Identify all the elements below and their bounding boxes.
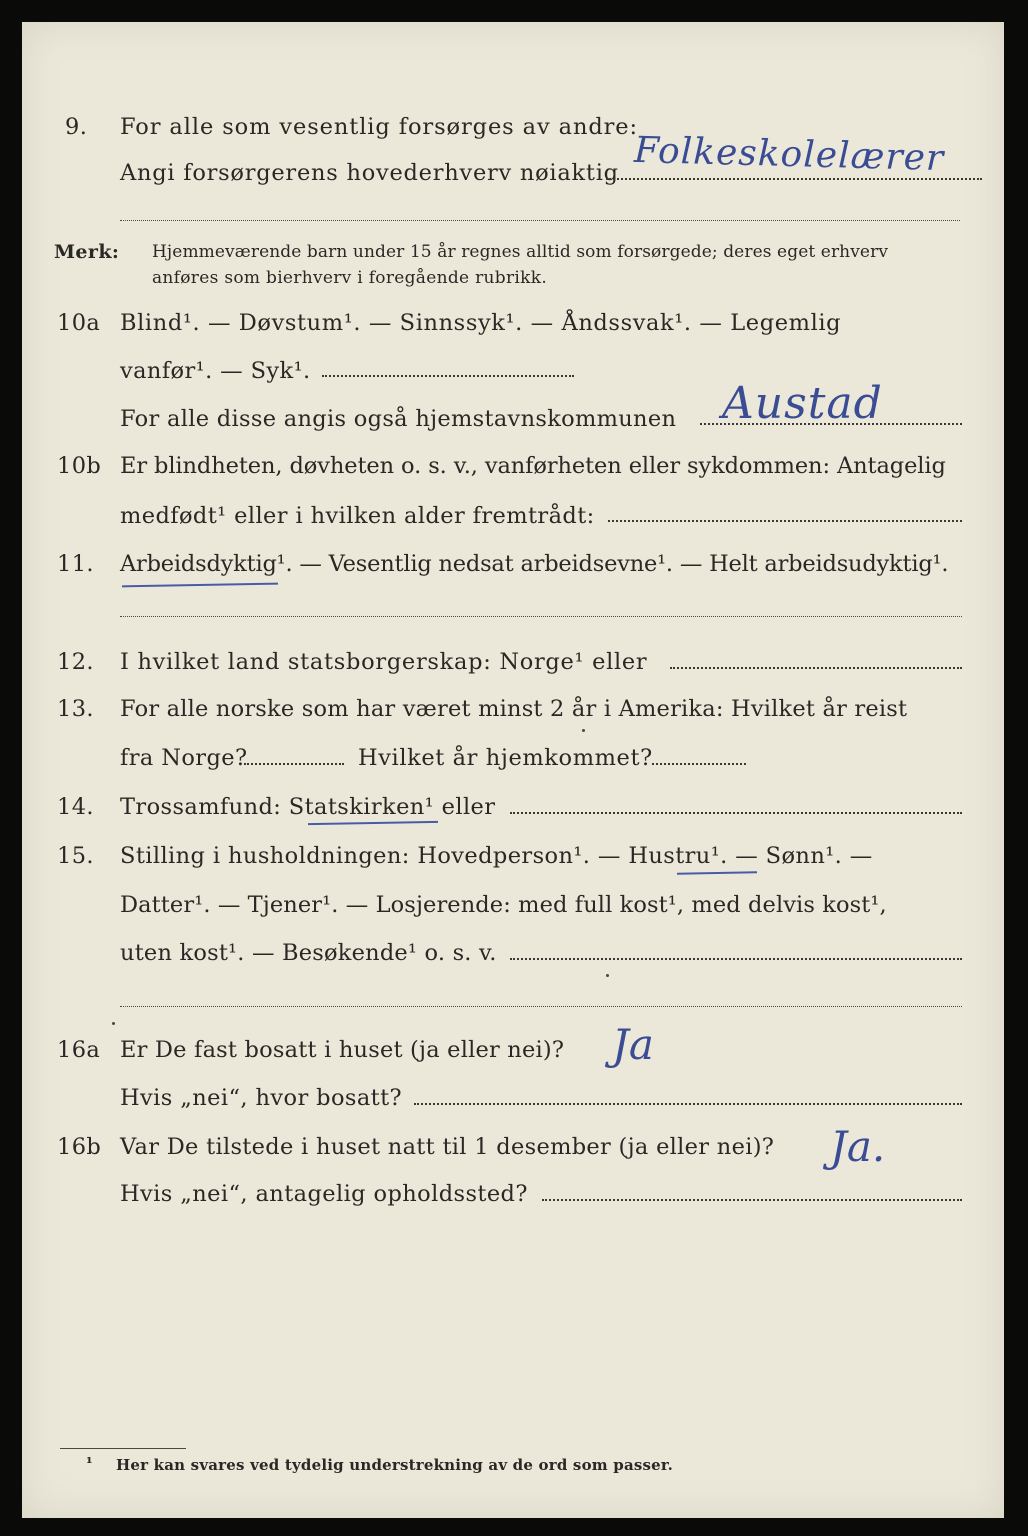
q16b-line2: Hvis „nei“, antagelig opholdssted? — [120, 1181, 528, 1207]
q11-number: 11. — [57, 551, 94, 577]
q12-line1: I hvilket land statsborgerskap: Norge¹ eller — [120, 649, 648, 675]
paper-speck — [582, 729, 585, 732]
q12-number: 12. — [57, 649, 94, 675]
q10a-line1: Blind¹. — Døvstum¹. — Sinnssyk¹. — Åndssvak¹. — Legemlig — [120, 310, 842, 336]
q15-answer-line — [510, 958, 962, 960]
q11-line1: Arbeidsdyktig¹. — Vesentlig nedsat arbeidsevne¹. — Helt arbeidsudyktig¹. — [120, 551, 949, 577]
q10a-line2: vanfør¹. — Syk¹. — [120, 358, 311, 384]
q14-statskirken-underline — [308, 821, 438, 825]
q10a-line3: For alle disse angis også hjemstavnskommunen — [120, 406, 677, 432]
q16a-bosatt-line — [414, 1103, 962, 1105]
q10a-answer-handwriting: Austad — [722, 378, 883, 429]
q9-number: 9. — [65, 114, 88, 140]
merk-label: Merk: — [54, 241, 120, 263]
q16a-line1: Er De fast bosatt i huset (ja eller nei)? — [120, 1037, 565, 1063]
q15-hustru-underline — [677, 871, 757, 874]
paper-speck — [606, 974, 609, 977]
q13-hjemkommet-line — [652, 763, 746, 765]
q15-blank-line — [120, 1006, 962, 1007]
q15-line3: uten kost¹. — Besøkende¹ o. s. v. — [120, 940, 497, 966]
q16a-line2: Hvis „nei“, hvor bosatt? — [120, 1085, 403, 1111]
q16b-answer-handwriting: Ja. — [830, 1122, 886, 1171]
q13-line2b: Hvilket år hjemkommet? — [358, 745, 653, 771]
q16b-number: 16b — [57, 1134, 102, 1160]
q15-number: 15. — [57, 843, 94, 869]
footnote-mark: ¹ — [86, 1454, 93, 1472]
q13-line1: For alle norske som har været minst 2 år i Amerika: Hvilket år reist — [120, 696, 908, 722]
q15-line1: Stilling i husholdningen: Hovedperson¹. — Hustru¹. — Sønn¹. — — [120, 843, 873, 869]
footnote-separator — [60, 1448, 186, 1449]
q9-line1: For alle som vesentlig forsørges av andre: — [120, 114, 638, 140]
census-form-page — [22, 22, 1004, 1518]
merk-line1: Hjemmeværende barn under 15 år regnes alltid som forsørgede; deres eget erhverv — [152, 242, 889, 262]
footnote-text: Her kan svares ved tydelig understrekning av de ord som passer. — [116, 1456, 674, 1474]
q10b-number: 10b — [57, 453, 102, 479]
q13-reist-line — [244, 763, 344, 765]
q13-line2a: fra Norge? — [120, 745, 248, 771]
q11-arbeidsdyktig-underline — [122, 583, 278, 588]
q10b-line1: Er blindheten, døvheten o. s. v., vanførheten eller sykdommen: Antagelig — [120, 453, 946, 479]
q9-blank-line — [120, 220, 960, 221]
q13-number: 13. — [57, 696, 94, 722]
q10b-line2: medfødt¹ eller i hvilken alder fremtrådt: — [120, 503, 595, 529]
q16b-opholdssted-line — [542, 1199, 962, 1201]
q14-line1: Trossamfund: Statskirken¹ eller — [120, 794, 496, 820]
q16b-line1: Var De tilstede i huset natt til 1 desember (ja eller nei)? — [120, 1134, 775, 1160]
q9-answer-handwriting: Folkeskolelærer — [633, 129, 945, 180]
q11-blank-line — [120, 616, 962, 617]
q10a-syk-line — [322, 375, 574, 377]
q10b-answer-line — [608, 520, 962, 522]
q10a-number: 10a — [57, 310, 101, 336]
q14-number: 14. — [57, 794, 94, 820]
q16a-number: 16a — [57, 1037, 101, 1063]
q14-answer-line — [510, 812, 962, 814]
paper-speck — [112, 1022, 115, 1025]
q12-answer-line — [670, 667, 962, 669]
merk-line2: anføres som bierhverv i foregående rubrikk. — [152, 268, 548, 288]
q9-line2: Angi forsørgerens hovederhverv nøiaktig — [120, 160, 619, 186]
q16a-answer-handwriting: Ja — [612, 1020, 654, 1069]
q15-line2: Datter¹. — Tjener¹. — Losjerende: med full kost¹, med delvis kost¹, — [120, 892, 887, 918]
